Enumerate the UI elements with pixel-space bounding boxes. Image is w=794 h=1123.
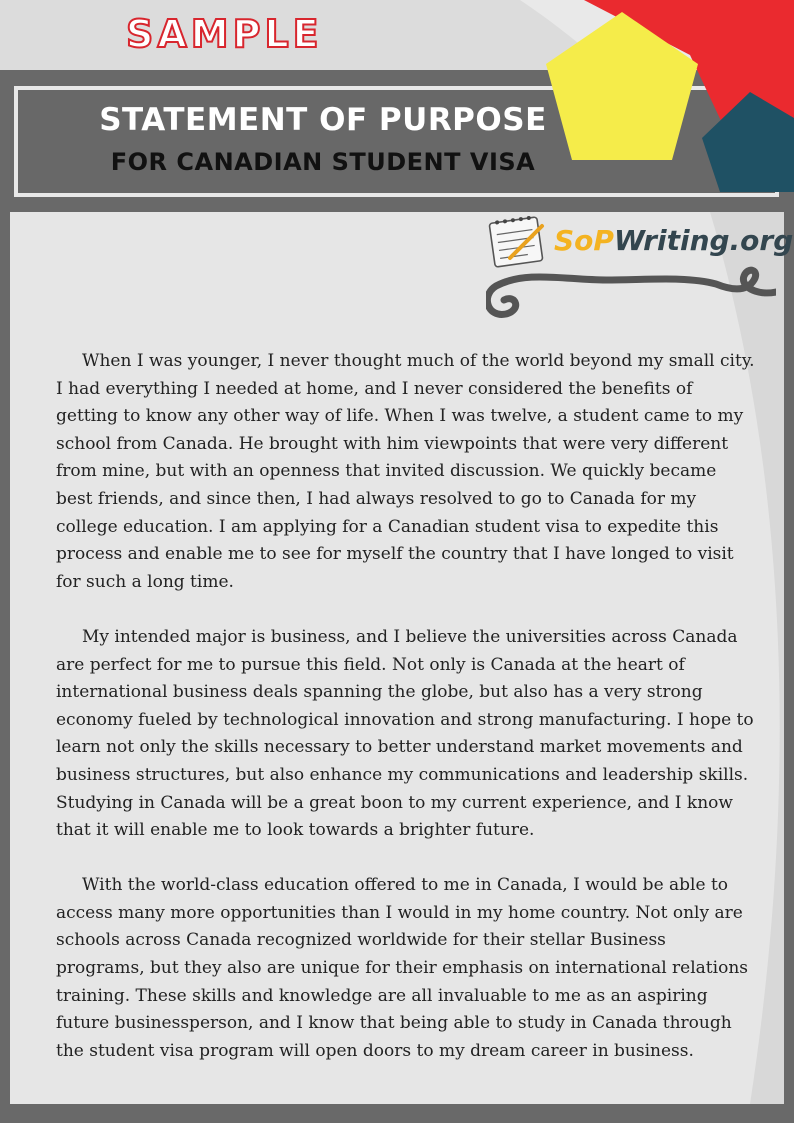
flourish (487, 270, 776, 314)
notepad-icon (489, 216, 543, 267)
paragraph-2: My intended major is business, and I believe the universities across Canada are perfect for me to pursue this field. Not only is Canada at the heart of international business deals spanning the globe, but also has a very strong economy fueled by technological innovation and strong manufacturing. I hope to learn not only the skills necessary to better understand market movements and business structures, but also enhance my communications and leadership skills. Studying in Canada will be a great boon to my current experience, and I know that it will enable me to look towards a brighter future. (56, 626, 754, 841)
statement-body (56, 348, 756, 1093)
title-line-2: FOR CANADIAN STUDENT VISA (110, 148, 536, 176)
paragraph-1: When I was younger, I never thought much of the world beyond my small city. I had everything I needed at home, and I never considered the benefits of getting to know any other way of life. When I was twelve, a student came to my school from Canada. He brought with him viewpoints that were very different from mine, but with an openness that invited discussion. We quickly became best friends, and since then, I had always resolved to go to Canada for my college education. I am applying for a Canadian student visa to expedite this process and enable me to see for myself the country that I have longed to visit for such a long time. (56, 351, 755, 592)
decorative-shapes (540, 0, 794, 200)
title-line-1: STATEMENT OF PURPOSE (99, 102, 547, 138)
logo-text-sop: SoP (554, 224, 614, 257)
paragraph-3: With the world-class education offered to me in Canada, I would be able to access many more opportunities than I would in my home country. Not only are schools across Canada recognized worldwide for their stellar Business programs, but they also are unique for their emphasis on international relations training. These skills and knowledge are all invaluable to me as an aspiring future businessperson, and I know that being able to study in Canada through the student visa program will open doors to my dream career in business. (56, 875, 748, 1061)
sample-label: SAMPLE (126, 12, 323, 56)
logo-text (554, 224, 793, 257)
logo-text-writing: Writing.org (613, 224, 794, 257)
